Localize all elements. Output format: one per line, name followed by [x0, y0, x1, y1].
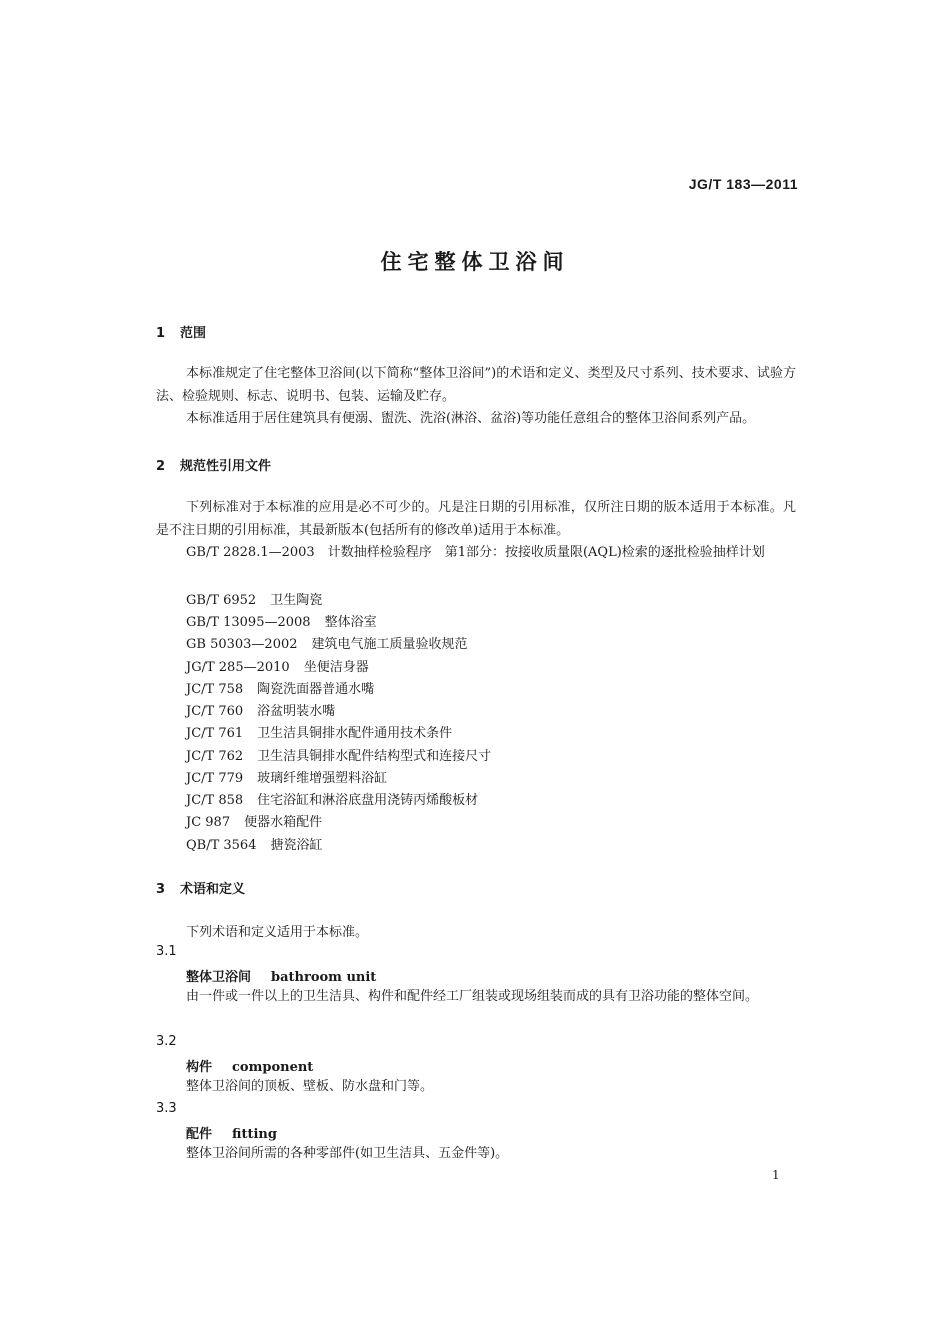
term-definition: 整体卫浴间的顶板、壁板、防水盘和门等。	[186, 1079, 434, 1094]
reference-item	[186, 678, 374, 697]
section-2-heading	[156, 455, 271, 474]
term-definition: 整体卫浴间所需的各种零部件(如卫生洁具、五金件等)。	[186, 1146, 509, 1161]
term-number: 3.1	[156, 944, 177, 959]
reference-code: GB/T 6952	[186, 593, 257, 608]
term-number: 3.2	[156, 1034, 177, 1049]
reference-item	[186, 722, 452, 741]
reference-name: 玻璃纤维增强塑料浴缸	[257, 771, 388, 786]
reference-code: GB 50303—2002	[186, 637, 298, 652]
section-number: 2	[156, 459, 166, 474]
term-definition: 由一件或一件以上的卫生洁具、构件和配件经工厂组装或现场组装而成的具有卫浴功能的整体空间。	[186, 989, 759, 1004]
section-number: 3	[156, 882, 166, 897]
reference-item	[186, 834, 323, 853]
reference-item	[186, 700, 335, 719]
reference-item	[186, 611, 377, 630]
term-number: 3.3	[156, 1101, 177, 1116]
scope-paragraph-1: 本标准规定了住宅整体卫浴间(以下简称“整体卫浴间”)的术语和定义、类型及尺寸系列、技术要求、试验方法、检验规则、标志、说明书、包装、运输及贮存。	[156, 366, 796, 404]
reference-item	[186, 633, 468, 652]
reference-code: JC/T 761	[186, 726, 244, 741]
reference-code: JG/T 285—2010	[186, 660, 290, 675]
reference-name: 建筑电气施工质量验收规范	[311, 637, 468, 652]
reference-code: GB/T 13095—2008	[186, 615, 311, 630]
reference-code: JC/T 779	[186, 771, 244, 786]
reference-item	[186, 811, 322, 830]
term-zh: 整体卫浴间	[186, 970, 252, 985]
section-number: 1	[156, 326, 166, 341]
term-zh: 配件	[186, 1127, 213, 1142]
reference-item	[186, 589, 322, 608]
reference-code: QB/T 3564	[186, 838, 257, 853]
reference-name: 卫生洁具铜排水配件通用技术条件	[257, 726, 453, 741]
section-title: 术语和定义	[180, 882, 246, 897]
reference-name: 坐便洁身器	[303, 660, 369, 675]
term-en: component	[232, 1060, 314, 1075]
reference-name: 住宅浴缸和淋浴底盘用浇铸丙烯酸板材	[257, 793, 479, 808]
reference-code: JC 987	[186, 815, 231, 830]
reference-name: 卫生洁具铜排水配件结构型式和连接尺寸	[257, 749, 492, 764]
term-zh: 构件	[186, 1060, 213, 1075]
section-title: 范围	[180, 326, 207, 341]
reference-item: GB/T 2828.1—2003 计数抽样检验程序 第1部分：按接收质量限(AQL)检索的逐批检验抽样计划	[186, 545, 765, 560]
reference-item	[186, 789, 478, 808]
reference-name: 陶瓷洗面器普通水嘴	[257, 682, 375, 697]
section-title: 规范性引用文件	[180, 459, 272, 474]
reference-name: 整体浴室	[324, 615, 377, 630]
terms-intro: 下列术语和定义适用于本标准。	[186, 925, 369, 940]
reference-code: JC/T 758	[186, 682, 244, 697]
reference-code: JC/T 760	[186, 704, 244, 719]
reference-name: 搪瓷浴缸	[270, 838, 323, 853]
scope-paragraph-2: 本标准适用于居住建筑具有便溺、盥洗、洗浴(淋浴、盆浴)等功能任意组合的整体卫浴间系列产品。	[186, 411, 756, 426]
section-1-heading	[156, 322, 206, 341]
document-title: 住宅整体卫浴间	[380, 250, 570, 274]
reference-name: 便器水箱配件	[244, 815, 323, 830]
standard-number: JG/T 183—2011	[688, 176, 798, 192]
reference-name: 卫生陶瓷	[270, 593, 323, 608]
reference-item	[186, 745, 491, 764]
reference-name: 浴盆明装水嘴	[257, 704, 336, 719]
page-number: 1	[772, 1168, 780, 1182]
reference-code: JC/T 762	[186, 749, 244, 764]
term-title	[186, 1123, 277, 1142]
reference-item	[186, 656, 369, 675]
reference-code: JC/T 858	[186, 793, 244, 808]
section-3-heading	[156, 878, 245, 897]
term-en: bathroom unit	[271, 970, 377, 985]
term-title	[186, 966, 376, 985]
references-intro: 下列标准对于本标准的应用是必不可少的。凡是注日期的引用标准，仅所注日期的版本适用于本标准。凡是不注日期的引用标准，其最新版本(包括所有的修改单)适用于本标准。	[156, 500, 796, 538]
term-title	[186, 1056, 313, 1075]
term-en: fitting	[232, 1127, 277, 1142]
reference-item	[186, 767, 387, 786]
